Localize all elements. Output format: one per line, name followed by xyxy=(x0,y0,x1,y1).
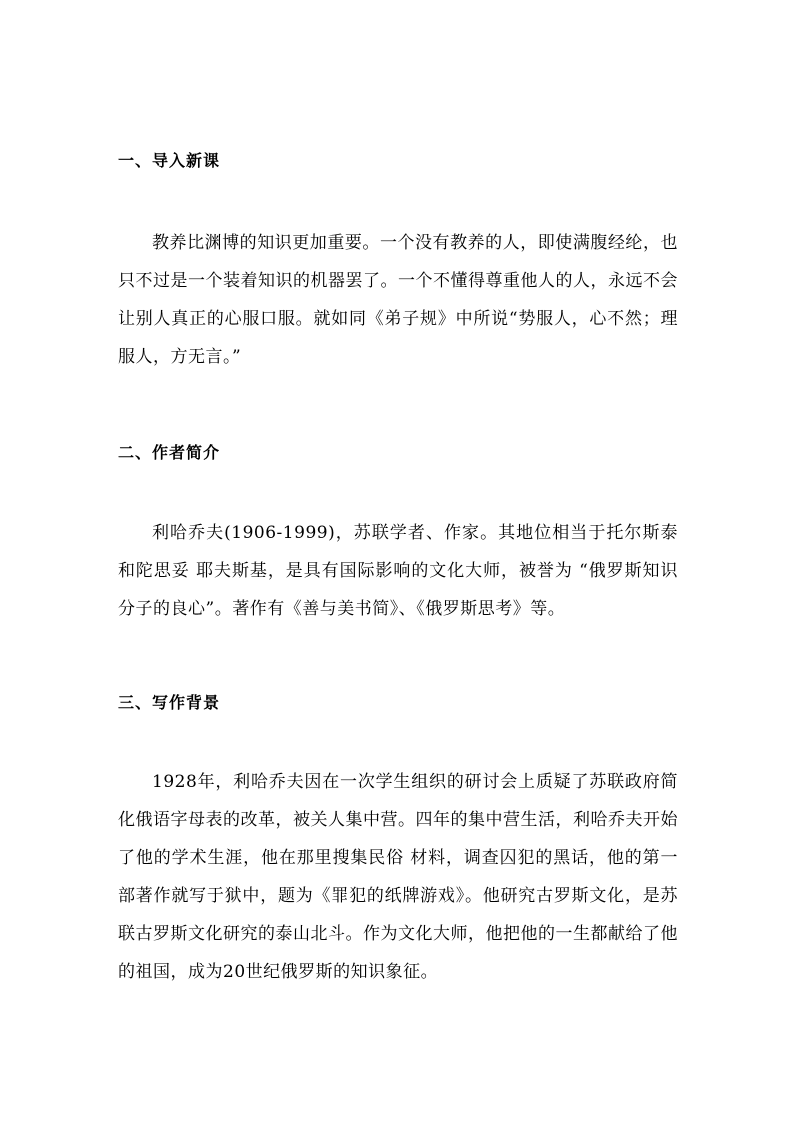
section-title-author: 二、作者简介 xyxy=(118,443,221,462)
section-title-intro: 一、导入新课 xyxy=(118,151,221,170)
section-title-background: 三、写作背景 xyxy=(118,693,221,712)
section-paragraph-author: 利哈乔夫(1906-1999)，苏联学者、作家。其地位相当于托尔斯泰和陀思妥 耶夫斯基，是具有国际影响的文化大师，被誉为 “俄罗斯知识分子的良心”。著作有《善与美书简》、《俄罗斯思考》等。 xyxy=(118,523,678,619)
section-paragraph-intro: 教养比渊博的知识更加重要。一个没有教养的人，即使满腹经纶，也只不过是一个装着知识的机器罢了。一个不懂得尊重他人的人，永远不会让别人真正的心服口服。就如同《弟子规》中所说“势服人，心不然；理服人，方无言。” xyxy=(118,233,678,367)
section-paragraph-background: 1928年，利哈乔夫因在一次学生组织的研讨会上质疑了苏联政府简化俄语字母表的改革，被关人集中营。四年的集中营生活，利哈乔夫开始了他的学术生涯，他在那里搜集民俗 材料，调查囚犯的黑话，他的第一部著作就写于狱中，题为《罪犯的纸牌游戏》。他研究古罗斯文化，是苏联古罗斯文化研究的泰山北斗。作为文化大师，他把他的一生都献给了他的祖国，成为20世纪俄罗斯的知识象征。 xyxy=(118,772,678,982)
